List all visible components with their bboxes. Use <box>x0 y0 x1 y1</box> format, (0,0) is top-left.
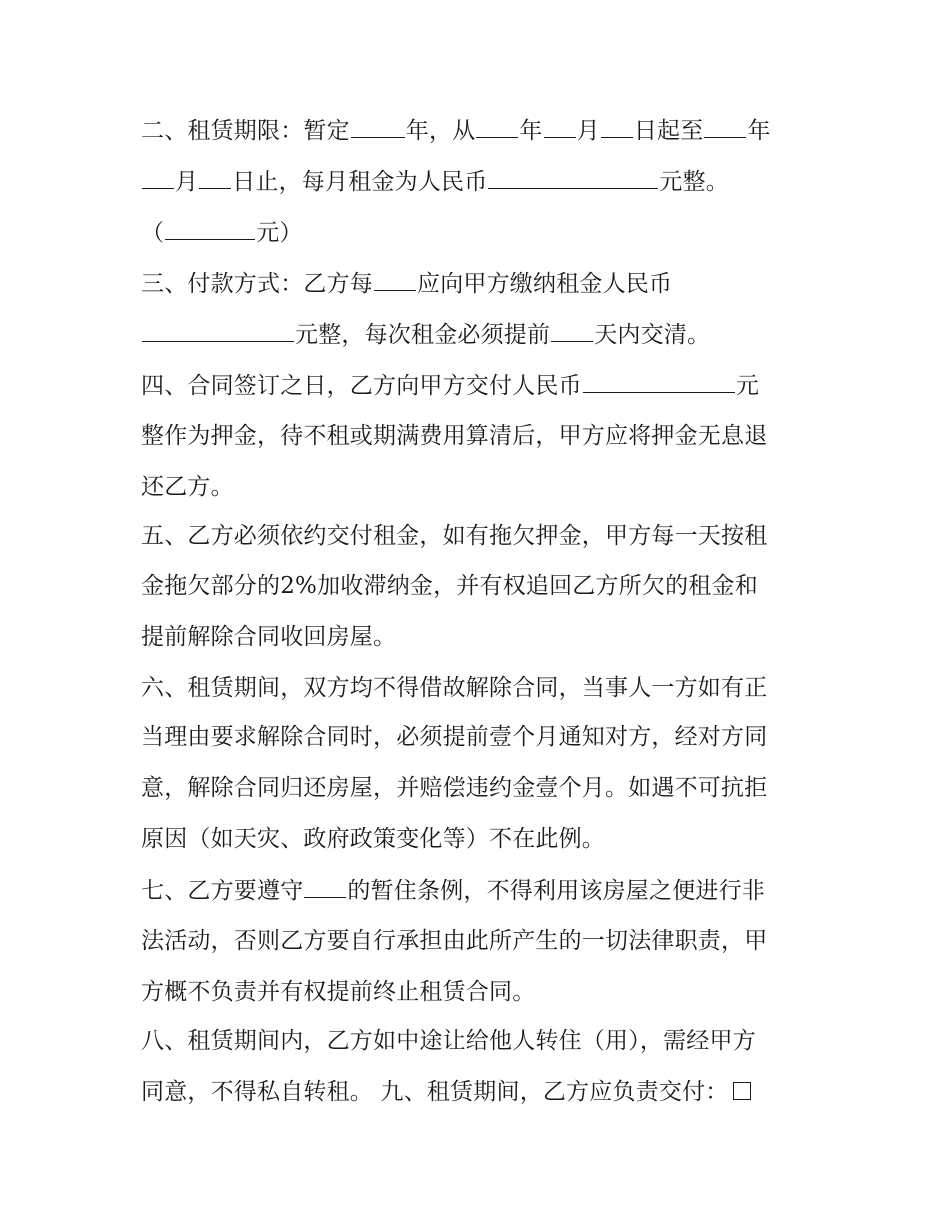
blank-monthly-rent-words[interactable] <box>488 166 658 189</box>
clause-text: 日起至 <box>633 118 704 144</box>
checkbox[interactable] <box>733 1082 751 1100</box>
clause-text: 天内交清。 <box>594 322 711 348</box>
clause-text: 七、乙方要遵守 <box>141 878 304 904</box>
clause-text: 元） <box>256 220 303 246</box>
clause-7-line-1 <box>141 875 765 906</box>
clause-4-line-2: 整作为押金，待不租或期满费用算清后，甲方应将押金无息退 <box>141 423 768 449</box>
clause-text: 月 <box>576 118 600 144</box>
blank-end-month[interactable] <box>142 166 174 189</box>
clause-5-line-2: 金拖欠部分的2%加收滞纳金，并有权追回乙方所欠的租金和 <box>141 573 758 599</box>
clause-6-line-2: 当理由要求解除合同时，必须提前壹个月通知对方，经对方同 <box>141 724 768 750</box>
clause-8-line-1: 八、租赁期间内，乙方如中途让给他人转住（用），需经甲方 <box>141 1028 756 1054</box>
clause-text: 元整。 <box>659 169 730 195</box>
clause-6-line-3: 意，解除合同归还房屋，并赔偿违约金壹个月。如遇不可抗拒 <box>141 775 768 801</box>
clause-text: 元整，每次租金必须提前 <box>295 322 551 348</box>
clause-text: 同意，不得私自转租。 九、租赁期间，乙方应负责交付： <box>141 1079 729 1105</box>
clause-text: 年，从 <box>405 118 476 144</box>
clause-text: 月 <box>175 169 199 195</box>
clause-7-line-3: 方概不负责并有权提前终止租赁合同。 <box>141 979 536 1005</box>
clause-text: 元 <box>735 373 760 399</box>
blank-start-month[interactable] <box>544 115 576 138</box>
blank-monthly-rent-number[interactable] <box>165 217 255 240</box>
blank-years[interactable] <box>351 115 405 138</box>
clause-2-line-3 <box>141 217 303 248</box>
clause-5-line-1: 五、乙方必须依约交付租金，如有拖欠押金，甲方每一天按租 <box>141 523 768 549</box>
clause-text: 三、付款方式：乙方每 <box>141 271 373 297</box>
clause-2-line-2 <box>141 166 729 197</box>
clause-text: 四、合同签订之日，乙方向甲方交付人民币 <box>141 373 582 399</box>
clause-6-line-1: 六、租赁期间，双方均不得借故解除合同，当事人一方如有正 <box>141 675 768 701</box>
clause-text: （ <box>141 220 165 246</box>
clause-3-line-2 <box>141 319 710 350</box>
blank-start-day[interactable] <box>601 115 633 138</box>
blank-payment-amount[interactable] <box>142 319 294 342</box>
clause-3-line-1 <box>141 268 672 299</box>
blank-deposit-amount[interactable] <box>583 370 735 393</box>
clause-text: 应向甲方缴纳租金人民币 <box>417 271 673 297</box>
blank-start-year[interactable] <box>476 115 518 138</box>
clause-text: 日止，每月租金为人民币 <box>232 169 488 195</box>
clause-7-line-2: 法活动，否则乙方要自行承担由此所产生的一切法律职责，甲 <box>141 928 768 954</box>
blank-end-year[interactable] <box>704 115 746 138</box>
clause-4-line-1 <box>141 370 759 401</box>
blank-regulation-locality[interactable] <box>304 875 346 898</box>
blank-days-ahead[interactable] <box>551 319 593 342</box>
blank-end-day[interactable] <box>199 166 231 189</box>
clause-text: 年 <box>519 118 543 144</box>
clause-text: 的暂住条例，不得利用该房屋之便进行非 <box>347 878 766 904</box>
clause-text: 二、租赁期限：暂定 <box>141 118 350 144</box>
blank-payment-period[interactable] <box>374 268 416 291</box>
clause-8-line-2 <box>141 1077 751 1107</box>
clause-5-line-3: 提前解除合同收回房屋。 <box>141 624 397 650</box>
clause-2-line-1 <box>141 115 771 146</box>
clause-4-line-3: 还乙方。 <box>141 474 234 500</box>
clause-6-line-4: 原因（如天灾、政府政策变化等）不在此例。 <box>141 826 605 852</box>
clause-text: 年 <box>747 118 771 144</box>
